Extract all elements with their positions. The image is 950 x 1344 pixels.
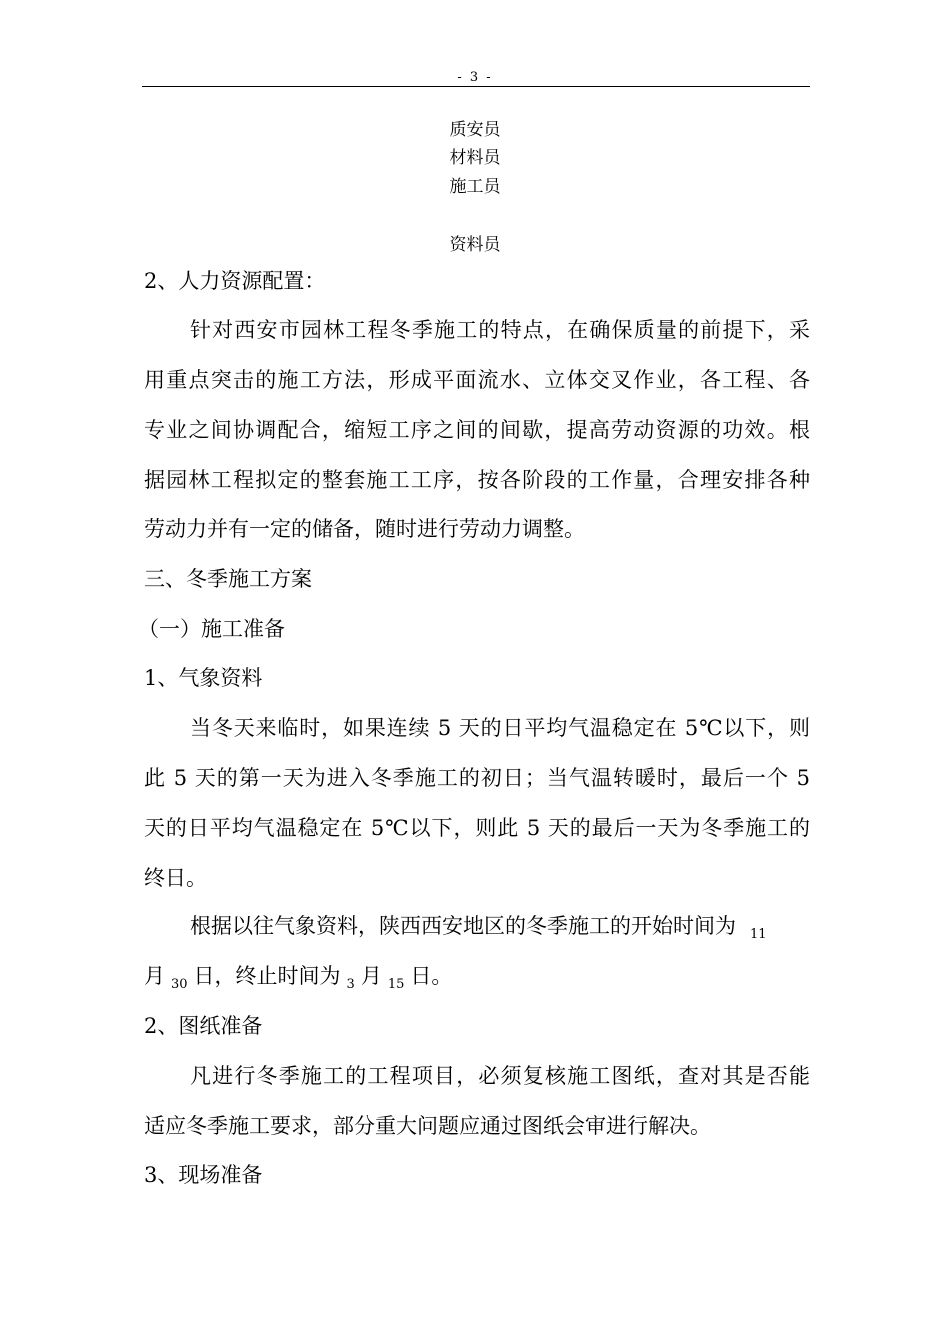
start-day: 30: [171, 977, 188, 992]
paragraph-line: 此 5 天的第一天为进入冬季施工的初日；当气温转暖时，最后一个 5: [144, 766, 810, 790]
month-char: 月: [144, 964, 165, 988]
paragraph-line: 天的日平均气温稳定在 5℃以下，则此 5 天的最后一天为冬季施工的: [144, 816, 810, 840]
paragraph-line: 针对西安市园林工程冬季施工的特点，在确保质量的前提下，采: [190, 318, 810, 342]
paragraph-line: 适应冬季施工要求，部分重大问题应通过图纸会审进行解决。: [144, 1114, 711, 1138]
paragraph-line: 劳动力并有一定的储备，随时进行劳动力调整。: [144, 517, 585, 541]
org-role-materials: 材料员: [449, 148, 501, 168]
section-heading-hr: 2、人力资源配置：: [144, 269, 326, 293]
org-role-safety: 质安员: [449, 120, 501, 140]
page-number: - 3 -: [457, 70, 493, 85]
paragraph-line: 凡进行冬季施工的工程项目，必须复核施工图纸，查对其是否能: [190, 1064, 810, 1088]
section-heading-site: 3、现场准备: [144, 1163, 263, 1187]
month-char: 月: [360, 964, 382, 988]
end-month: 3: [346, 977, 355, 992]
paragraph-line: 当冬天来临时，如果连续 5 天的日平均气温稳定在 5℃以下，则: [190, 716, 810, 740]
paragraph-line-dates: [190, 913, 773, 943]
dates-text: 根据以往气象资料，陕西西安地区的冬季施工的开始时间为: [190, 914, 736, 938]
section-heading-drawings: 2、图纸准备: [144, 1014, 263, 1038]
paragraph-line-dates-2: [144, 963, 452, 993]
paragraph-line: 专业之间协调配合，缩短工序之间的间歇，提高劳动资源的功效。根: [144, 418, 810, 442]
org-role-construction: 施工员: [449, 177, 501, 197]
section-heading-weather: 1、气象资料: [144, 666, 263, 690]
section-heading-prep: （一）施工准备: [138, 617, 285, 641]
end-day: 15: [387, 977, 405, 992]
start-month: 11: [750, 927, 767, 942]
day-char: 日。: [410, 964, 453, 988]
paragraph-line: 据园林工程拟定的整套施工工序，按各阶段的工作量，合理安排各种: [144, 468, 810, 492]
paragraph-line: 终日。: [144, 866, 207, 890]
header-rule: [142, 86, 810, 87]
end-text: 日，终止时间为: [193, 964, 341, 988]
section-heading-plan: 三、冬季施工方案: [144, 567, 312, 591]
org-role-documents: 资料员: [449, 235, 501, 255]
paragraph-line: 用重点突击的施工方法，形成平面流水、立体交叉作业，各工程、各: [144, 368, 810, 392]
